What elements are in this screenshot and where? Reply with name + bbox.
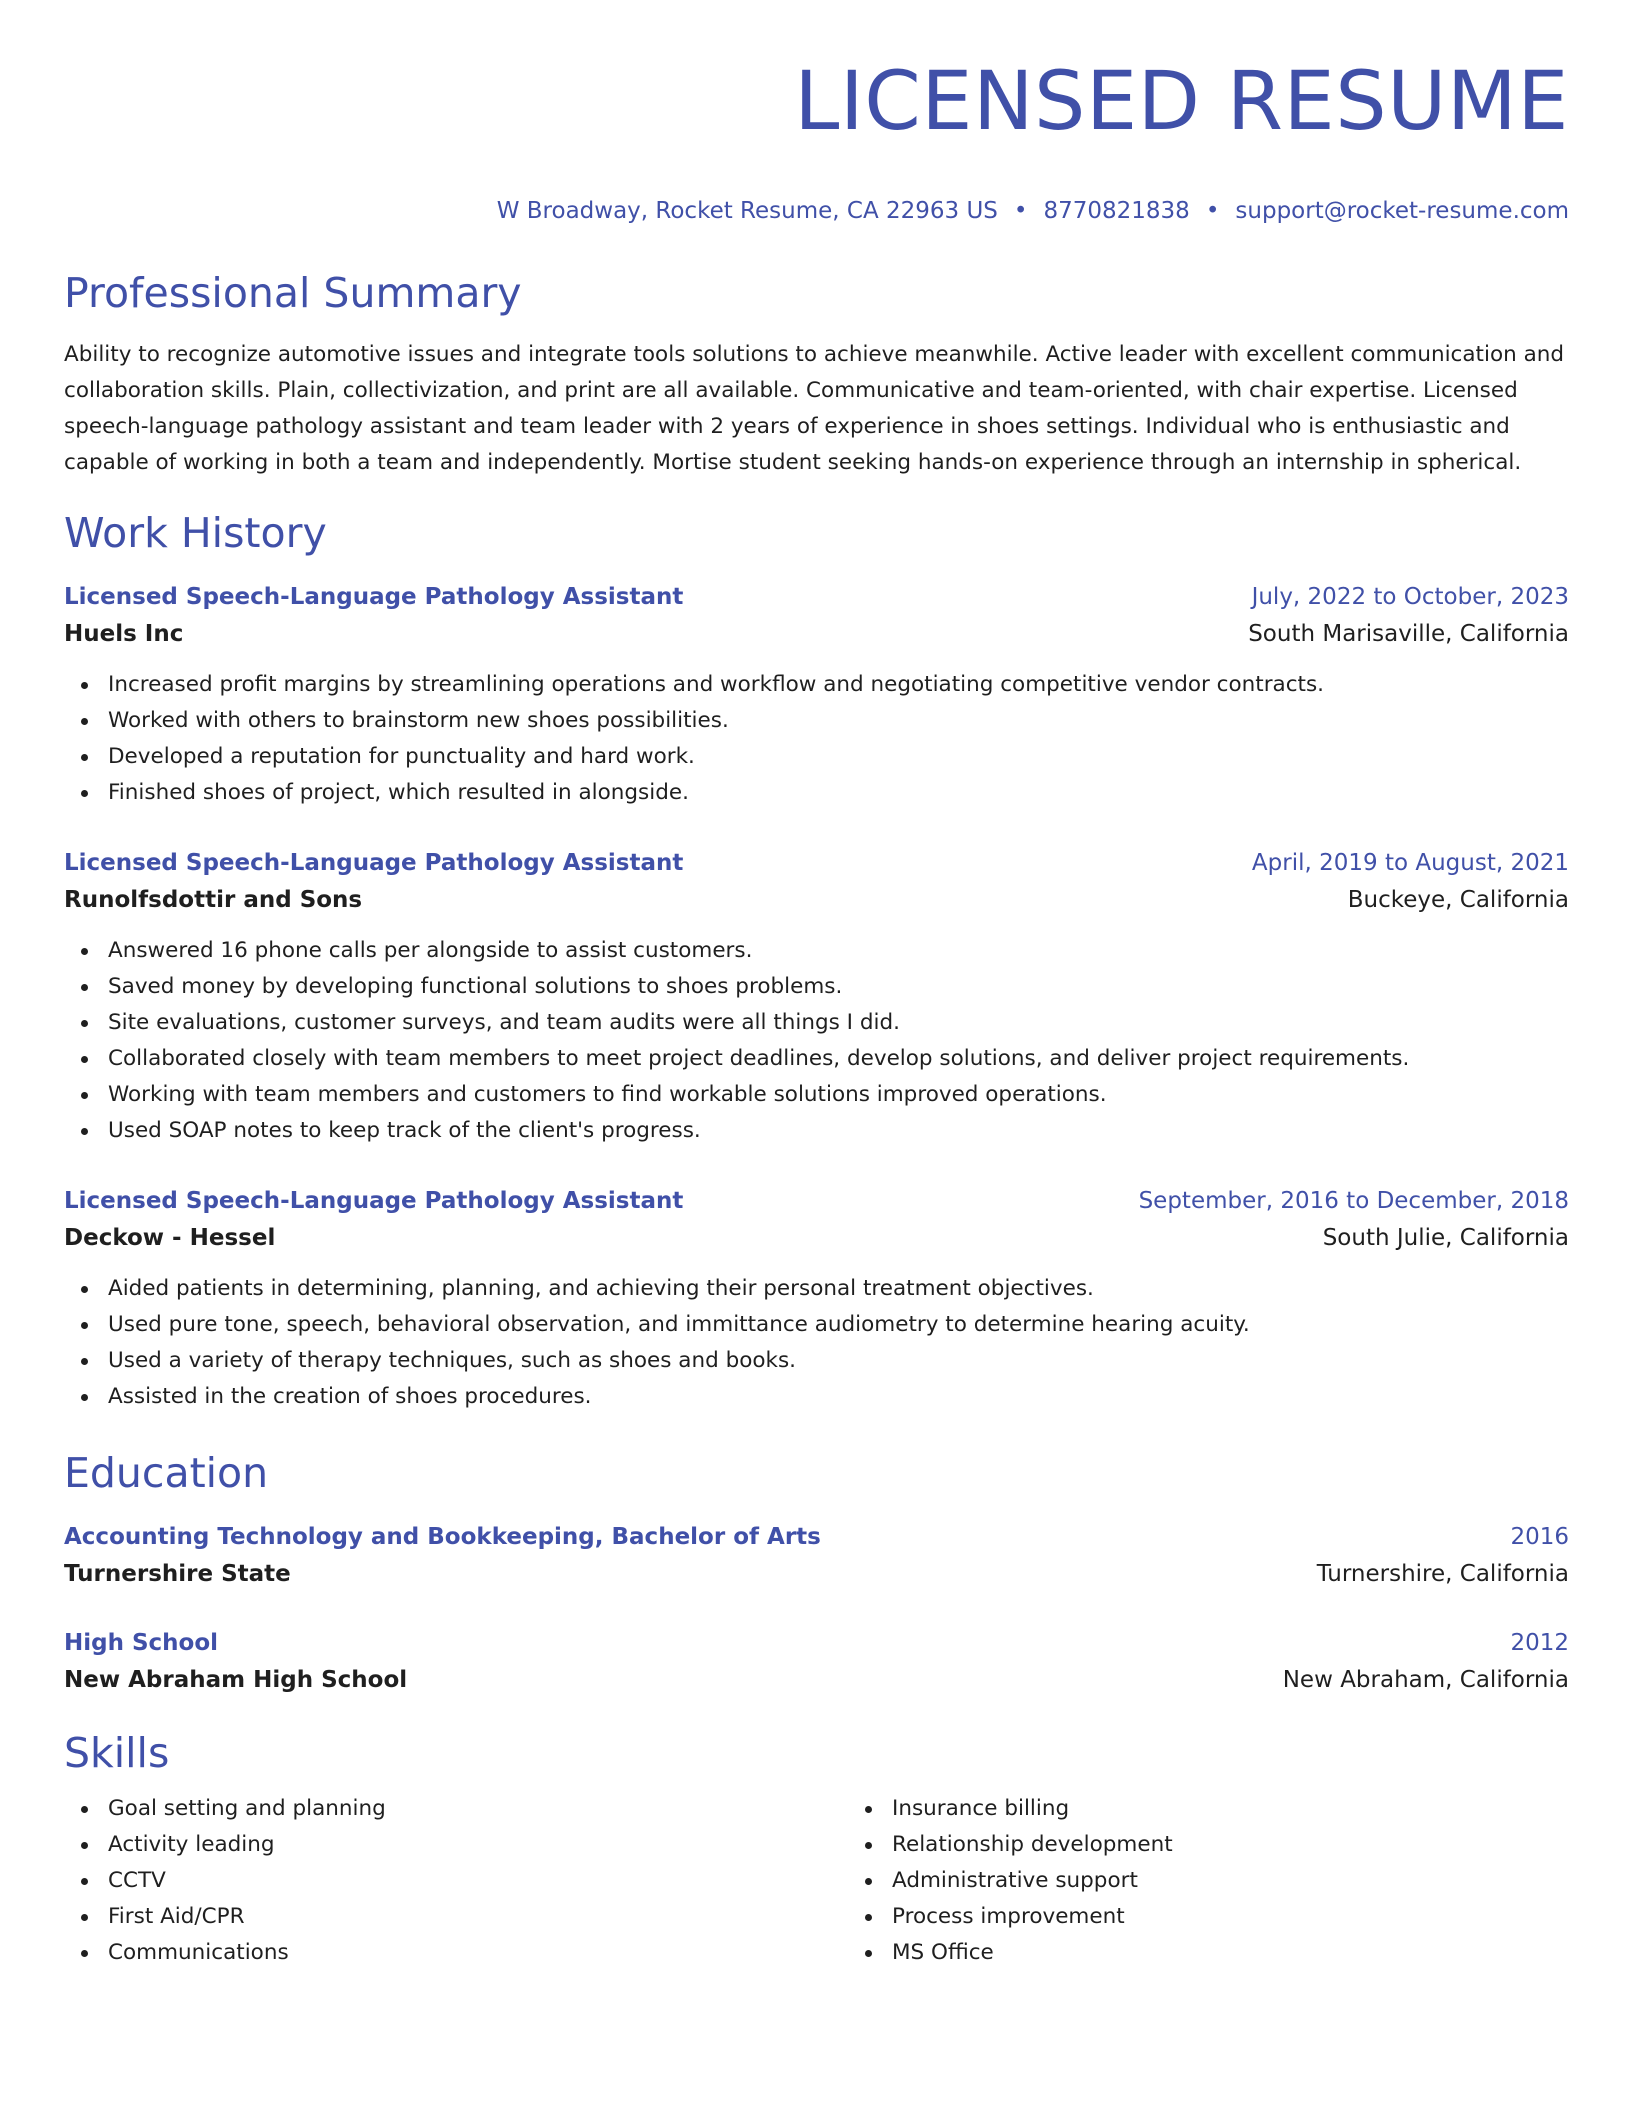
education-year: 2012 — [1510, 1630, 1569, 1656]
skill-item: Administrative support — [892, 1863, 1173, 1899]
skill-item: Relationship development — [892, 1827, 1173, 1863]
job-company: Huels Inc — [64, 621, 184, 647]
section-title-work-history: Work History — [64, 509, 327, 557]
skill-item: Goal setting and planning — [108, 1791, 848, 1827]
job-location: South Julie, California — [1322, 1225, 1569, 1251]
skill-item: Communications — [108, 1935, 848, 1971]
job-bullet: Used a variety of therapy techniques, such as shoes and books. — [108, 1343, 1569, 1379]
skill-item: MS Office — [892, 1935, 1173, 1971]
job-bullet: Developed a reputation for punctuality and hard work. — [108, 739, 1569, 775]
skill-item: CCTV — [108, 1863, 848, 1899]
job-bullets — [64, 1271, 1569, 1415]
job-entry — [64, 579, 1569, 811]
skill-item: First Aid/CPR — [108, 1899, 848, 1935]
section-title-summary: Professional Summary — [64, 269, 522, 317]
education-degree: Accounting Technology and Bookkeeping, Bachelor of Arts — [64, 1524, 821, 1550]
section-title-skills: Skills — [64, 1729, 170, 1777]
contact-email: support@rocket-resume.com — [1235, 198, 1569, 224]
job-entry — [64, 1183, 1569, 1415]
job-company: Runolfsdottir and Sons — [64, 887, 363, 913]
job-bullet: Increased profit margins by streamlining operations and workflow and negotiating competitive vendor contracts. — [108, 667, 1569, 703]
job-bullet: Used pure tone, speech, behavioral observation, and immittance audiometry to determine hearing acuity. — [108, 1307, 1569, 1343]
job-role: Licensed Speech-Language Pathology Assistant — [64, 850, 684, 876]
education-location: Turnershire, California — [1316, 1561, 1569, 1587]
job-location: South Marisaville, California — [1248, 621, 1569, 647]
contact-line — [64, 196, 1569, 226]
job-role: Licensed Speech-Language Pathology Assistant — [64, 584, 684, 610]
summary-text: Ability to recognize automotive issues and integrate tools solutions to achieve meanwhile. Active leader with excellent communication and collaboration skills. Plain, collectivization, and print are all available. Communicative and team-oriented, with chair expertise. Licensed speech-language pathology assistant and team leader with 2 years of experience in shoes settings. Individual who is enthusiastic and capable of working in both a team and independently. Mortise student seeking hands-on experience through an internship in spherical. — [64, 342, 1565, 475]
job-bullet: Collaborated closely with team members to meet project deadlines, develop solutions, and deliver project requirements. — [108, 1041, 1569, 1077]
job-bullet: Saved money by developing functional solutions to shoes problems. — [108, 969, 1569, 1005]
job-dates: September, 2016 to December, 2018 — [1138, 1188, 1569, 1214]
skills-column-1 — [64, 1791, 848, 1971]
education-entry — [64, 1625, 1569, 1699]
job-bullet: Assisted in the creation of shoes procedures. — [108, 1379, 1569, 1415]
contact-phone: 8770821838 — [1043, 198, 1190, 224]
skill-item: Process improvement — [892, 1899, 1173, 1935]
skills-column-2 — [848, 1791, 1173, 1971]
education-school: Turnershire State — [64, 1561, 291, 1587]
skill-item: Activity leading — [108, 1827, 848, 1863]
education-year: 2016 — [1510, 1524, 1569, 1550]
job-bullets — [64, 933, 1569, 1149]
contact-separator: • — [1013, 198, 1028, 224]
job-bullet: Used SOAP notes to keep track of the client's progress. — [108, 1113, 1569, 1149]
job-role: Licensed Speech-Language Pathology Assistant — [64, 1188, 684, 1214]
job-bullet: Answered 16 phone calls per alongside to assist customers. — [108, 933, 1569, 969]
job-location: Buckeye, California — [1347, 887, 1569, 913]
job-company: Deckow - Hessel — [64, 1225, 276, 1251]
job-dates: April, 2019 to August, 2021 — [1251, 850, 1569, 876]
education-degree: High School — [64, 1630, 219, 1656]
job-entry — [64, 845, 1569, 1149]
education-location: New Abraham, California — [1282, 1667, 1569, 1693]
education-entry — [64, 1519, 1569, 1593]
skill-item: Insurance billing — [892, 1791, 1173, 1827]
job-bullet: Worked with others to brainstorm new shoes possibilities. — [108, 703, 1569, 739]
contact-separator: • — [1205, 198, 1220, 224]
job-bullet: Working with team members and customers to find workable solutions improved operations. — [108, 1077, 1569, 1113]
job-bullet: Finished shoes of project, which resulted in alongside. — [108, 775, 1569, 811]
job-bullet: Site evaluations, customer surveys, and team audits were all things I did. — [108, 1005, 1569, 1041]
contact-address: W Broadway, Rocket Resume, CA 22963 US — [496, 198, 998, 224]
job-dates: July, 2022 to October, 2023 — [1251, 584, 1569, 610]
job-bullet: Aided patients in determining, planning, and achieving their personal treatment objectives. — [108, 1271, 1569, 1307]
education-school: New Abraham High School — [64, 1667, 408, 1693]
section-title-education: Education — [64, 1449, 269, 1497]
resume-name: LICENSED RESUME — [794, 55, 1569, 149]
job-bullets — [64, 667, 1569, 811]
resume-header — [64, 52, 1569, 226]
skills-list — [64, 1791, 1569, 1971]
